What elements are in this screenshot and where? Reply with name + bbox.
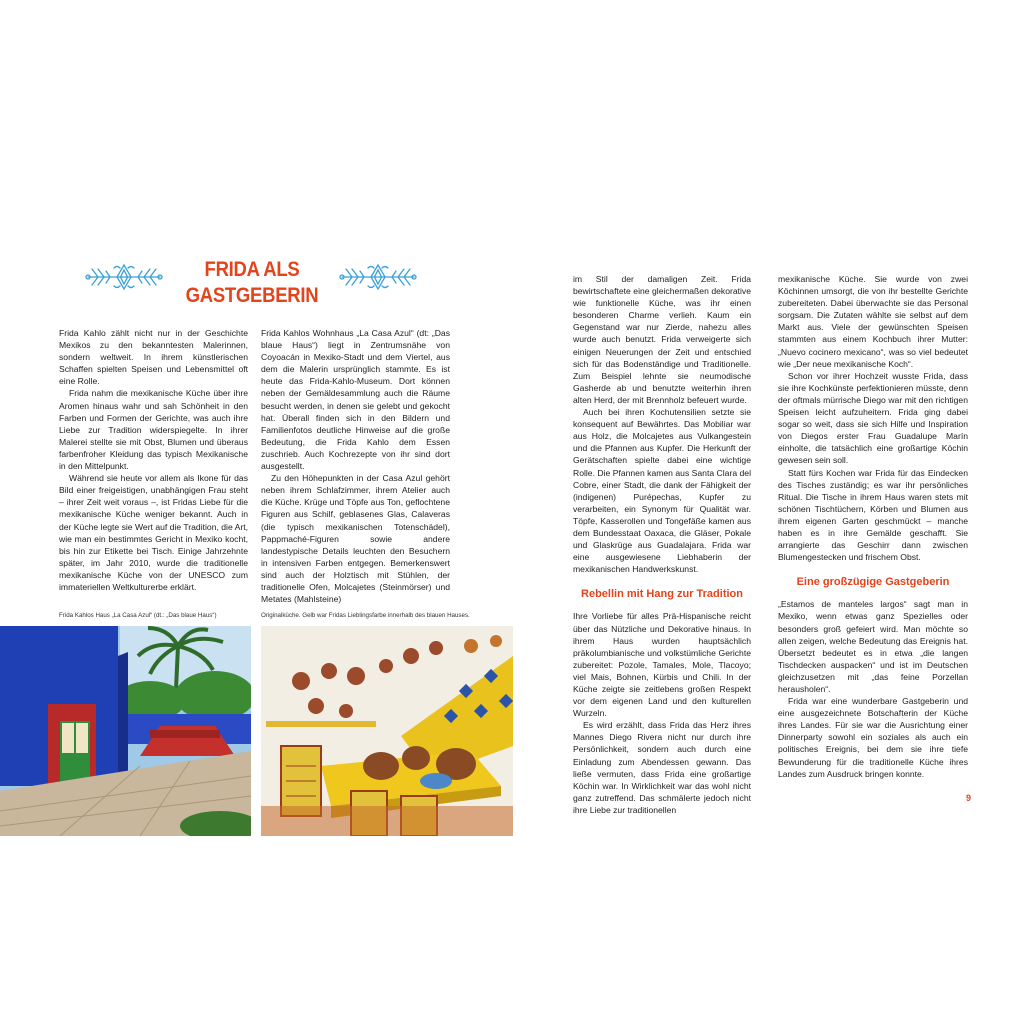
page-title (173, 256, 331, 308)
right-ornament-icon (338, 262, 418, 292)
paragraph: Es wird erzählt, dass Frida das Herz ihres Mannes Diego Rivera nicht nur durch ihre Persönlichkeit, sondern auch durch eine Einladung zum Abendessen gewann. Das ließe vermuten, dass Frida eine großartige Köchin war. In Wirklichkeit war das wohl nicht ganz zutreffend. Das schmälerte jedoch nicht ihre Liebe zur traditionellen (573, 720, 751, 815)
title-line-2: GASTGEBERIN (185, 283, 319, 307)
text-column-3 (573, 273, 751, 816)
text-column-2 (261, 327, 450, 605)
paragraph: Frida war eine wunderbare Gastgeberin und eine ausgezeichnete Botschafterin der Küche ihres Landes. Für sie war die Ausrichtung einer Dinnerparty sowohl ein soziales als auch ein politisches Ereignis, bei dem sie ihre tiefe Bewunderung für die traditionelle Küche ihres Landes zum Ausdruck bringen konnte. (778, 696, 968, 779)
photo-kitchen (261, 626, 513, 836)
photo-caption-left: Frida Kahlos Haus „La Casa Azul“ (dt.: „Das blaue Haus“) (59, 612, 217, 619)
paragraph: Auch bei ihren Kochutensilien setzte sie konsequent auf Bewährtes. Das Mobiliar war aus Holz, die Molcajetes aus Vulkangestein und die Pfannen aus Kupfer. Die Herkunft der Gerätschaften spielte dabei eine wichtige Rolle. Die Pfannen kamen aus Santa Clara del Cobre, einer Stadt, die dank der Fähigkeit der (indigenen) Purépechas, Kupfer zu verarbeiten, ein Synonym für Qualität war. Töpfe, Kasserollen und Tongefäße kamen aus dem Bundesstaat Oaxaca, die Gläser, Pokale und Glaskrüge aus Guadalajara. Frida war eine ausgewiesene Liebhaberin der mexikanischen Handwerkskunst. (573, 407, 751, 575)
photo-blue-house (0, 626, 251, 836)
paragraph: im Stil der damaligen Zeit. Frida bewirtschaftete eine gleichermaßen dekorative wie funktionelle Küche, was ihr einen besonderen Charme verlieh. Kaum ein Gegenstand war nur Zierde, nahezu alles wurde auch benutzt. Frida verweigerte sich einigen Neuerungen der Zeit und entschied sich für das Bodenständige und Traditionelle. Zum Beispiel lehnte sie neumodische Gasherde ab und benutzte weiterhin ihren alten Herd, der mit Brennholz befeuert wurde. (573, 274, 751, 405)
text-column-4 (778, 273, 968, 780)
paragraph: Frida nahm die mexikanische Küche über ihre Aromen hinaus wahr und sah Schönheit in den Farben und Formen der Gerichte, was auch ihre Liebe zur Tradition widerspiegelte. In ihrer Malerei stellte sie mit Obst, Blumen und überaus farbenfroher Kleidung das typisch Mexikanische in den Mittelpunkt. (59, 388, 248, 472)
paragraph: Frida Kahlo zählt nicht nur in der Geschichte Mexikos zu den bekanntesten Malerinnen, sondern weltweit. In ihrem künstlerischen Schaffen spielten Speisen und Lebensmittel oft eine Rolle. (59, 328, 248, 387)
paragraph: Schon vor ihrer Hochzeit wusste Frida, dass sie ihre Kochkünste perfektionieren müsste, denn der oftmals mürrische Diego war mit den richtigen Speisen leicht aufzuheitern. Frida ging dabei sogar so weit, dass sie sich Hilfe und Inspiration von Diegos erster Frau Guadalupe Marín einholte, die tatsächlich eine großartige Köchin gewesen sein soll. (778, 370, 968, 466)
left-ornament-icon (84, 262, 164, 292)
photo-caption-right: Originalküche. Gelb war Fridas Lieblingsfarbe innerhalb des blauen Hauses. (261, 612, 470, 619)
paragraph: Zu den Höhepunkten in der Casa Azul gehört neben ihrem Schlafzimmer, ihrem Atelier auch die Küche. Krüge und Töpfe aus Ton, geflochtene Figuren aus Schilf, geblasenes Glas, Calaveras (die typisch mexikanischen Totenschädel), Pappmaché-Figuren sowie andere landestypische Details leuchten den Besuchern in intensiven Farben entgegen. Bemerkenswert sind auch der Holztisch mit Stühlen, der traditionelle Ofen, Molcajetes (Steinmörser) und Metates (Mahlsteine) (261, 473, 450, 605)
text-column-1 (59, 327, 248, 593)
section-heading: Rebellin mit Hang zur Tradition (581, 588, 743, 601)
section-heading: Eine großzügige Gastgeberin (796, 576, 950, 589)
title-line-1: FRIDA ALS (204, 257, 300, 281)
paragraph: Statt fürs Kochen war Frida für das Eindecken des Tisches zuständig; es war ihr persönliches Ritual. Die Tische in ihrem Haus waren stets mit schönen Tischtüchern, Körben und Blumen aus ihrem eigenen Garten geschmückt – manche haben es in ihre Gemälde geschafft. Sie arrangierte das Geschirr dann zwischen Blumengestecken und frischem Obst. (778, 467, 968, 563)
paragraph: mexikanische Küche. Sie wurde von zwei Köchinnen umsorgt, die von ihr bestellte Gerichte zubereiteten. Dabei überwachte sie das Personal sorgsam. Die Zutaten wählte sie selbst auf dem Markt aus. Viele der gewünschten Speisen stammten aus einem Kochbuch ihrer Mutter: „Nuevo cocinero mexicano“, was so viel bedeutet wie „Der neue mexikanische Koch“. (778, 274, 968, 369)
paragraph: Ihre Vorliebe für alles Prä-Hispanische reicht über das Nützliche und Dekorative hinaus. In ihrem Haus wurden hauptsächlich präkolumbianische und volkstümliche Gerichte zubereitet: Pozole, Tamales, Mole, Tlacoyo; viel Mais, Bohnen, Kürbis und Chili. In der Küche zeigte sie zeitlebens großen Respekt vor dem eigenen Land und den kulturellen Wurzeln. (573, 611, 751, 719)
paragraph: „Estamos de manteles largos“ sagt man in Mexiko, wenn etwas ganz Spezielles oder besonders groß gefeiert wird. Man möchte so allen zeigen, welche Bedeutung das Ereignis hat. Übersetzt bedeutet es in etwa „die langen Tischdecken auspacken“ und ist im Deutschen gleichzusetzen mit „das feine Porzellan herausholen“. (778, 599, 968, 694)
paragraph: Während sie heute vor allem als Ikone für das Bild einer freigeistigen, unabhängigen Frau steht – ihrer Zeit weit voraus –, ist Fridas Liebe für die mexikanische Küche weniger bekannt. Auch in der Küche legte sie Wert auf die Tradition, die Art, wie man ein bestimmtes Gericht in Mexiko kocht, bis hin zur Etikette bei Tisch. Einige Jahrzehnte später, im Jahr 2010, wurde die traditionelle mexikanische Küche von der UNESCO zum immateriellen Weltkulturerbe erklärt. (59, 473, 249, 592)
page-number: 9 (966, 793, 972, 803)
paragraph: Frida Kahlos Wohnhaus „La Casa Azul“ (dt: „Das blaue Haus“) liegt in Zentrumsnähe von Coyoacán in Mexiko-Stadt und dem Viertel, aus dem die Malerin ursprünglich stammte. Es ist heute das Frida-Kahlo-Museum. Dort können neben der Gemäldesammlung auch die Räume besucht werden, in denen sie gelebt und gekocht hat. Überall finden sich in den Bildern und Familienfotos deutliche Hinweise auf die große Bedeutung, die Frida Kahlo dem Essen zuschrieb. Auch Kochrezepte von ihr sind dort ausgestellt. (261, 328, 450, 472)
